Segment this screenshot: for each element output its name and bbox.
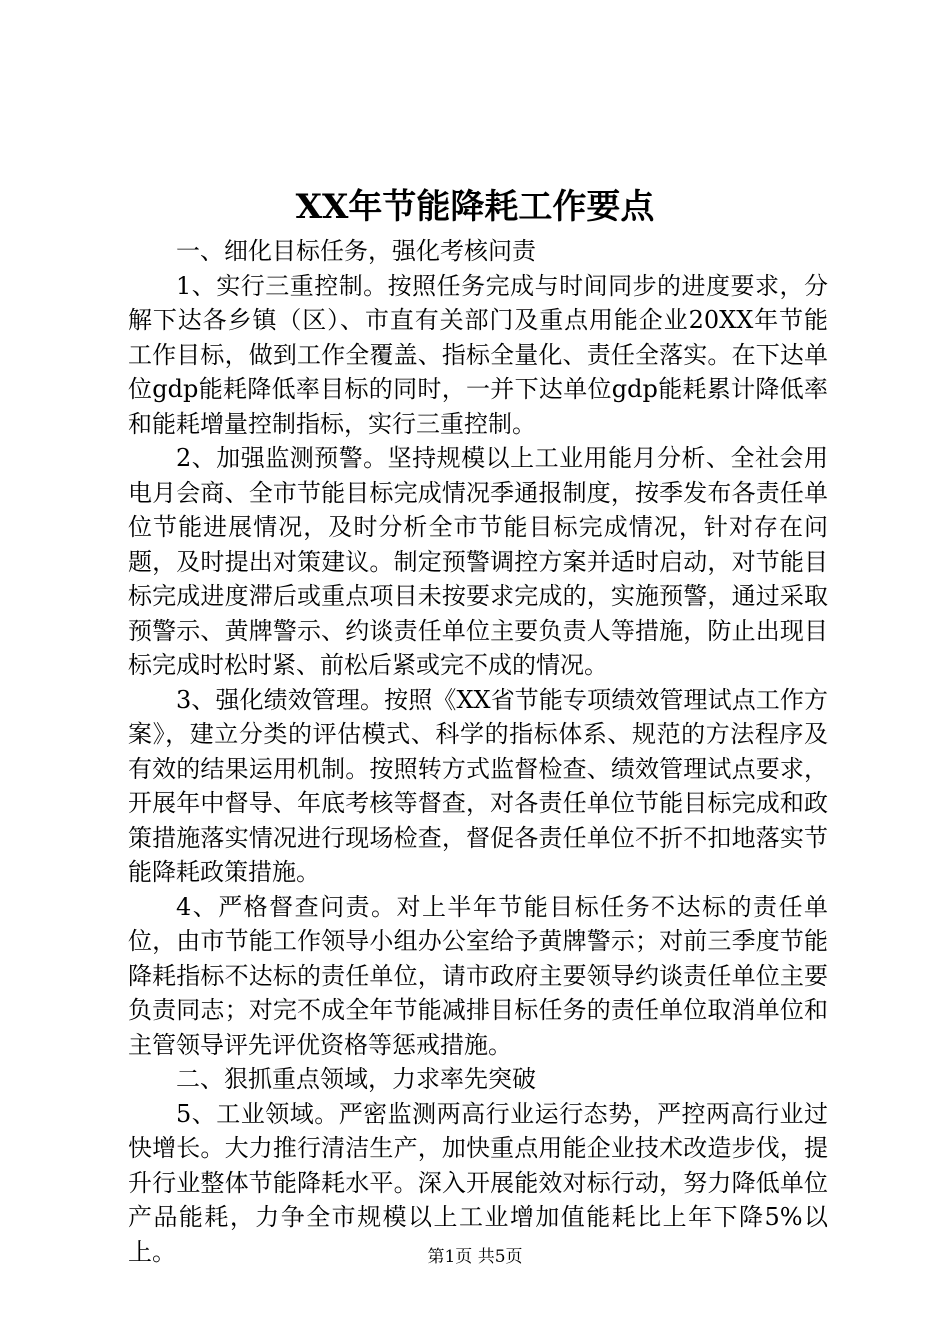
- document-body: [128, 234, 828, 1269]
- paragraph-1: 1、实行三重控制。按照任务完成与时间同步的进度要求，分解下达各乡镇（区）、市直有关部门及重点用能企业20XX年节能工作目标，做到工作全覆盖、指标全量化、责任全落实。在下达单位gdp能耗降低率目标的同时，一并下达单位gdp能耗累计降低率和能耗增量控制指标，实行三重控制。: [128, 271, 828, 438]
- paragraph-3: 3、强化绩效管理。按照《XX省节能专项绩效管理试点工作方案》，建立分类的评估模式、科学的指标体系、规范的方法程序及有效的结果运用机制。按照转方式监督检查、绩效管理试点要求，开展年中督导、年底考核等督查，对各责任单位节能目标完成和政策措施落实情况进行现场检查，督促各责任单位不折不扣地落实节能降耗政策措施。: [128, 685, 828, 886]
- document-title: XX年节能降耗工作要点: [295, 187, 655, 227]
- section-heading-2: 二、狠抓重点领域，力求率先突破: [176, 1065, 536, 1093]
- paragraph-2: 2、加强监测预警。坚持规模以上工业用能月分析、全社会用电月会商、全市节能目标完成情况季通报制度，按季发布各责任单位节能进展情况，及时分析全市节能目标完成情况，针对存在问题，及时提出对策建议。制定预警调控方案并适时启动，对节能目标完成进度滞后或重点项目未按要求完成的，实施预警，通过采取预警示、黄牌警示、约谈责任单位主要负责人等措施，防止出现目标完成时松时紧、前松后紧或完不成的情况。: [128, 444, 828, 679]
- section-heading-1: 一、细化目标任务，强化考核问责: [176, 237, 536, 265]
- paragraph-5: 5、工业领域。严密监测两高行业运行态势，严控两高行业过快增长。大力推行清洁生产，加快重点用能企业技术改造步伐，提升行业整体节能降耗水平。深入开展能效对标行动，努力降低单位产品能耗，力争全市规模以上工业增加值能耗比上年下降5%以上。: [128, 1099, 828, 1266]
- page-footer: 第1页 共5页: [427, 1247, 523, 1267]
- paragraph-4: 4、严格督查问责。对上半年节能目标任务不达标的责任单位，由市节能工作领导小组办公室给予黄牌警示；对前三季度节能降耗指标不达标的责任单位，请市政府主要领导约谈责任单位主要负责同志；对完不成全年节能减排目标任务的责任单位取消单位和主管领导评先评优资格等惩戒措施。: [128, 892, 828, 1059]
